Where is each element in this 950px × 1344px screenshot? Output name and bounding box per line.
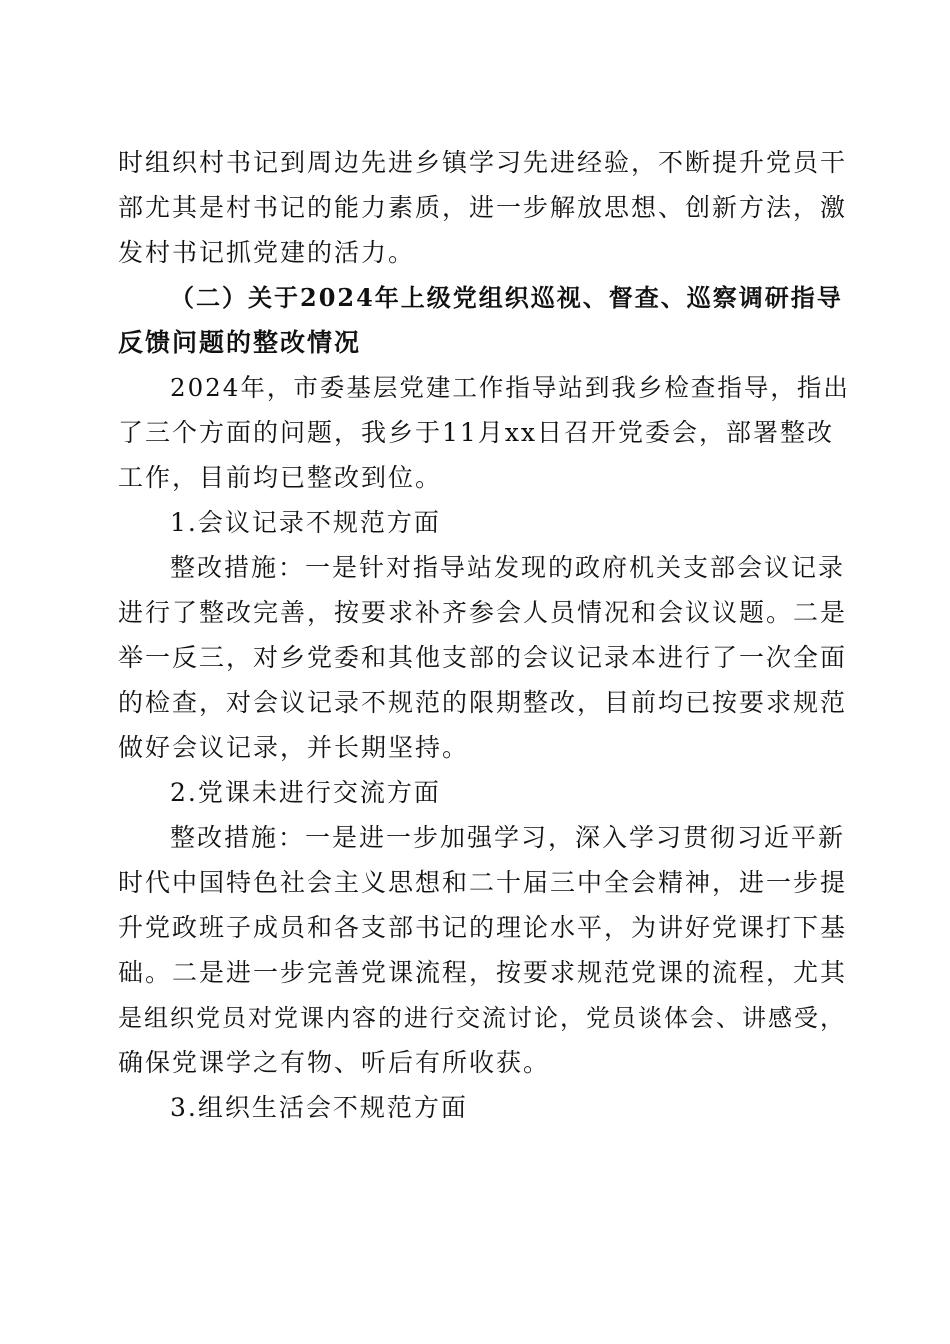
paragraph-line: 升党政班子成员和各支部书记的理论水平，为讲好党课打下基 [118,913,848,942]
section-heading-cont: 反馈问题的整改情况 [118,328,362,357]
paragraph-line: 整改措施：一是进一步加强学习，深入学习贯彻习近平新 [170,823,846,852]
paragraph-line: 进行了整改完善，按要求补齐参会人员情况和会议议题。二是 [118,598,848,627]
subheading-1: 1.会议记录不规范方面 [170,508,441,537]
paragraph-line: 时组织村书记到周边先进乡镇学习先进经验，不断提升党员干 [118,148,848,177]
paragraph-line: 做好会议记录，并长期坚持。 [118,733,470,762]
paragraph-line: 发村书记抓党建的活力。 [118,238,416,267]
paragraph-line: 础。二是进一步完善党课流程，按要求规范党课的流程，尤其 [118,958,848,987]
paragraph-line: 了三个方面的问题，我乡于11月xx日召开党委会，部署整改 [118,418,835,447]
paragraph-line: 整改措施：一是针对指导站发现的政府机关支部会议记录 [170,553,846,582]
paragraph-line: 工作，目前均已整改到位。 [118,463,443,492]
paragraph-line: 确保党课学之有物、听后有所收获。 [118,1048,551,1077]
paragraph-line: 部尤其是村书记的能力素质，进一步解放思想、创新方法，激 [118,193,848,222]
paragraph-line: 2024年，市委基层党建工作指导站到我乡检查指导，指出 [170,373,850,402]
paragraph-line: 时代中国特色社会主义思想和二十届三中全会精神，进一步提 [118,868,848,897]
subheading-3: 3.组织生活会不规范方面 [170,1093,468,1122]
subheading-2: 2.党课未进行交流方面 [170,778,441,807]
paragraph-line: 的检查，对会议记录不规范的限期整改，目前均已按要求规范 [118,688,848,717]
paragraph-line: 举一反三，对乡党委和其他支部的会议记录本进行了一次全面 [118,643,848,672]
section-heading: （二）关于2024年上级党组织巡视、督查、巡察调研指导 [170,283,843,312]
paragraph-line: 是组织党员对党课内容的进行交流讨论，党员谈体会、讲感受， [118,1004,846,1032]
